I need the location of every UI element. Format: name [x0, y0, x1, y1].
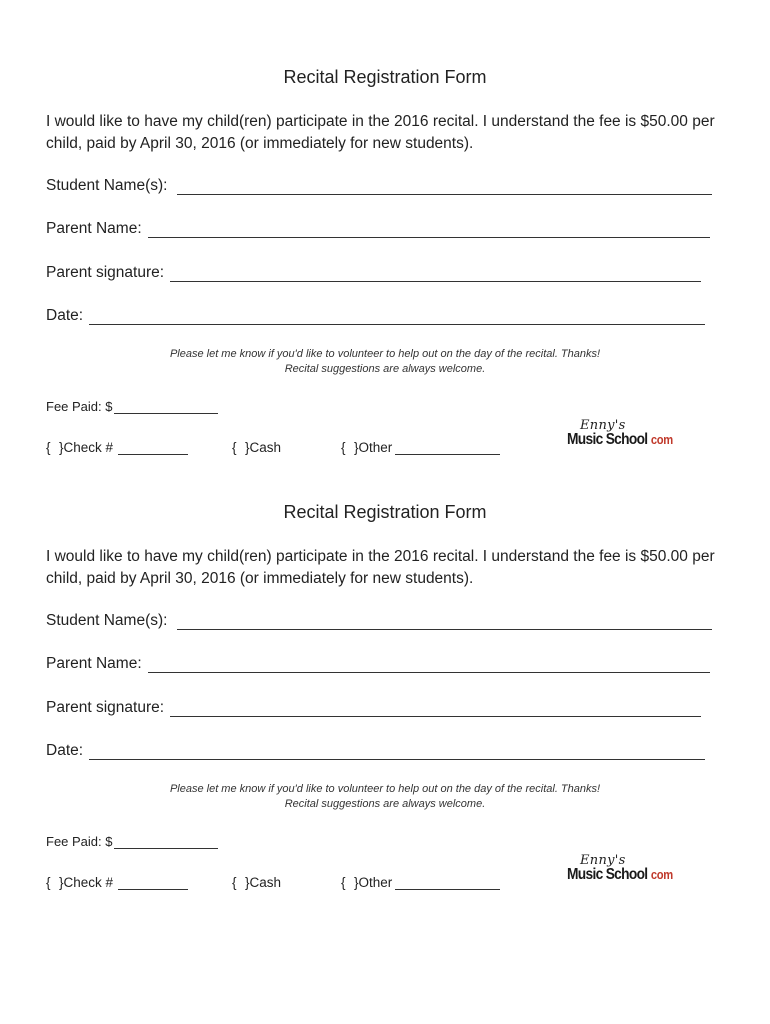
logo-com-text: com: [650, 867, 673, 882]
check-label: }Check #: [59, 875, 114, 890]
logo-ennys-text: Enny's: [580, 853, 626, 868]
cash-box-open[interactable]: {: [232, 440, 245, 455]
check-label: }Check #: [59, 440, 114, 455]
other-line[interactable]: [395, 877, 500, 890]
parent-name-field[interactable]: [46, 655, 710, 673]
fee-paid-field[interactable]: [46, 834, 218, 849]
logo-school-name: Music School: [567, 866, 648, 883]
logo-com-text: com: [650, 432, 673, 447]
date-label: Date:: [46, 307, 84, 324]
form-intro: I would like to have my child(ren) participate in the 2016 recital. I understand the fee is $50.00 per child, paid by April 30, 2016 (or immediately for new students).: [46, 548, 715, 587]
volunteer-note: [0, 782, 770, 812]
date-line[interactable]: [89, 310, 705, 325]
parent-name-line[interactable]: [148, 223, 710, 238]
parent-name-label: Parent Name:: [46, 220, 142, 237]
date-line[interactable]: [89, 745, 705, 760]
parent-signature-label: Parent signature:: [46, 699, 165, 716]
parent-name-label: Parent Name:: [46, 655, 142, 672]
cash-label: }Cash: [245, 440, 282, 455]
date-field[interactable]: [46, 742, 705, 760]
parent-signature-line[interactable]: [170, 267, 701, 282]
cash-label: }Cash: [245, 875, 282, 890]
volunteer-note: [0, 347, 770, 377]
date-label: Date:: [46, 742, 84, 759]
form-title: Recital Registration Form: [283, 67, 487, 87]
volunteer-note-line-1: Please let me know if you'd like to volunteer to help out on the day of the recital. Thanks!: [169, 783, 601, 795]
form-intro: I would like to have my child(ren) participate in the 2016 recital. I understand the fee is $50.00 per child, paid by April 30, 2016 (or immediately for new students).: [46, 113, 715, 152]
fee-paid-line[interactable]: [114, 836, 218, 849]
check-number-line[interactable]: [118, 877, 188, 890]
fee-paid-field[interactable]: [46, 399, 218, 414]
student-name-line[interactable]: [177, 615, 712, 630]
other-box-open[interactable]: {: [341, 440, 354, 455]
other-label: }Other: [354, 440, 393, 455]
logo-school-name: Music School: [567, 431, 648, 448]
parent-name-line[interactable]: [148, 658, 710, 673]
registration-form-2: [0, 435, 770, 890]
cash-option[interactable]: [232, 875, 281, 890]
fee-paid-line[interactable]: [114, 401, 218, 414]
logo-main-text: [567, 866, 673, 884]
cash-box-open[interactable]: {: [232, 875, 245, 890]
form-title: Recital Registration Form: [283, 502, 487, 522]
parent-signature-field[interactable]: [46, 699, 701, 717]
volunteer-note-line-2: Recital suggestions are always welcome.: [284, 363, 486, 375]
other-label: }Other: [354, 875, 393, 890]
student-name-field[interactable]: [46, 177, 712, 195]
other-box-open[interactable]: {: [341, 875, 354, 890]
check-option[interactable]: [46, 875, 188, 890]
parent-name-field[interactable]: [46, 220, 710, 238]
fee-paid-label: Fee Paid: $: [46, 834, 113, 849]
registration-form-1: [0, 0, 770, 455]
student-name-line[interactable]: [177, 180, 712, 195]
check-box-open[interactable]: {: [46, 875, 59, 890]
student-name-label: Student Name(s):: [46, 177, 168, 194]
parent-signature-field[interactable]: [46, 264, 701, 282]
volunteer-note-line-2: Recital suggestions are always welcome.: [284, 798, 486, 810]
student-name-field[interactable]: [46, 612, 712, 630]
parent-signature-line[interactable]: [170, 702, 701, 717]
volunteer-note-line-1: Please let me know if you'd like to volunteer to help out on the day of the recital. Thanks!: [169, 348, 601, 360]
school-logo: [566, 853, 696, 889]
date-field[interactable]: [46, 307, 705, 325]
fee-paid-label: Fee Paid: $: [46, 399, 113, 414]
student-name-label: Student Name(s):: [46, 612, 168, 629]
logo-ennys-text: Enny's: [580, 418, 626, 433]
parent-signature-label: Parent signature:: [46, 264, 165, 281]
other-option[interactable]: [341, 875, 500, 890]
check-box-open[interactable]: {: [46, 440, 59, 455]
